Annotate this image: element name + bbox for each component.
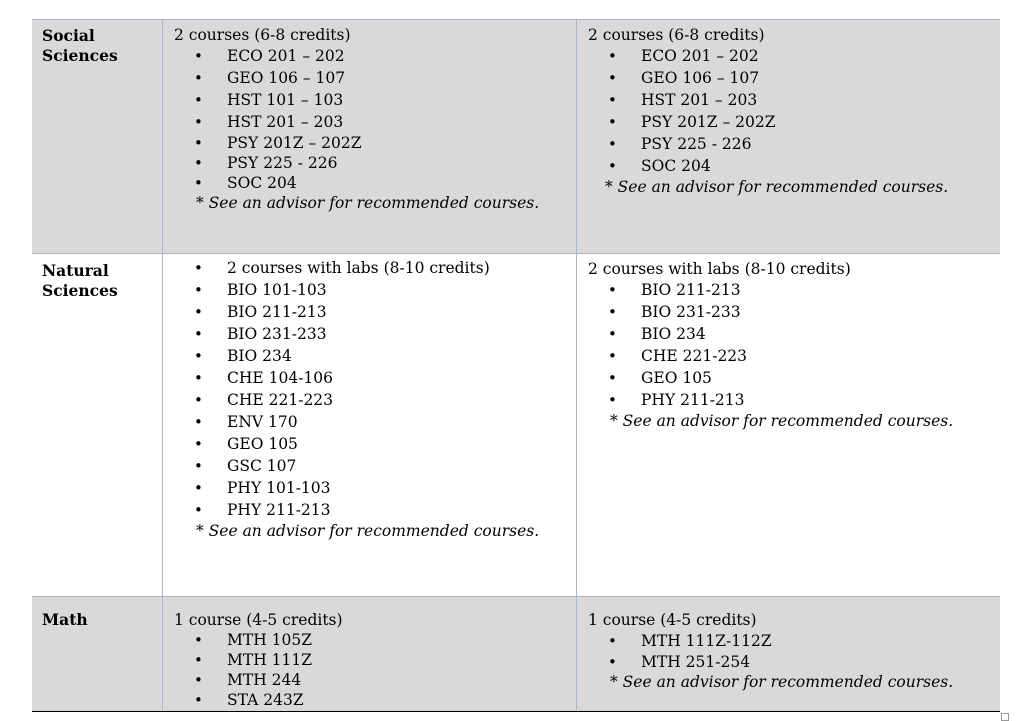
right-requirements [588, 611, 953, 692]
list-item: • BIO 101-103 [227, 279, 539, 301]
list-item: • PHY 211-213 [227, 499, 539, 521]
requirement-intro: 2 courses (6-8 credits) [588, 26, 765, 44]
list-item: • STA 243Z [227, 690, 343, 710]
category-label: Social Sciences [42, 26, 118, 65]
list-item: • BIO 211-213 [641, 279, 953, 301]
list-item: • PHY 101-103 [227, 477, 539, 499]
course-list [641, 279, 953, 411]
advisor-note: * See an advisor for recommended courses. [196, 194, 540, 212]
requirement-intro: 1 course (4-5 credits) [588, 611, 757, 629]
row-divider [32, 253, 1000, 254]
list-item: • BIO 234 [227, 345, 539, 367]
list-item: • HST 101 – 103 [227, 89, 539, 111]
list-item: • HST 201 – 203 [227, 111, 539, 133]
resize-handle[interactable] [1001, 713, 1009, 721]
list-item: • 2 courses with labs (8-10 credits) [227, 257, 539, 279]
list-item: • SOC 204 [227, 173, 539, 193]
row-natural-sciences [32, 254, 1000, 596]
advisor-note: * See an advisor for recommended courses. [610, 673, 954, 691]
advisor-note: * See an advisor for recommended courses. [610, 412, 954, 430]
list-item: • CHE 221-223 [227, 389, 539, 411]
list-item: • PSY 201Z – 202Z [641, 111, 948, 133]
row-divider [32, 596, 1000, 597]
list-item: • GEO 106 – 107 [641, 67, 948, 89]
requirement-intro: 2 courses with labs (8-10 credits) [588, 260, 851, 278]
list-item: • BIO 231-233 [641, 301, 953, 323]
course-list [641, 630, 953, 672]
list-item: • ENV 170 [227, 411, 539, 433]
list-item: • MTH 251-254 [641, 652, 953, 672]
advisor-note: * See an advisor for recommended courses. [605, 178, 949, 196]
category-label: Natural Sciences [42, 261, 118, 300]
requirement-intro: 1 course (4-5 credits) [174, 611, 343, 629]
list-item: • ECO 201 – 202 [641, 45, 948, 67]
list-item: • PSY 225 - 226 [227, 153, 539, 173]
list-item: • ECO 201 – 202 [227, 45, 539, 67]
list-item: • GEO 105 [641, 367, 953, 389]
list-item: • BIO 234 [641, 323, 953, 345]
list-item: • MTH 111Z [227, 650, 343, 670]
list-item: • PSY 225 - 226 [641, 133, 948, 155]
table-top-border [32, 19, 1000, 20]
category-label: Math [42, 610, 88, 629]
row-math [32, 597, 1000, 711]
list-item: • SOC 204 [641, 155, 948, 177]
left-requirements [174, 26, 539, 213]
list-item: • GEO 105 [227, 433, 539, 455]
list-item: • CHE 221-223 [641, 345, 953, 367]
list-item: • BIO 211-213 [227, 301, 539, 323]
list-item: • HST 201 – 203 [641, 89, 948, 111]
list-item: • GEO 106 – 107 [227, 67, 539, 89]
list-item: • MTH 244 [227, 670, 343, 690]
right-requirements [588, 26, 948, 197]
list-item: • MTH 105Z [227, 630, 343, 650]
left-requirements [174, 257, 539, 541]
list-item: • PHY 211-213 [641, 389, 953, 411]
row-social-sciences [32, 20, 1000, 253]
course-list [227, 257, 539, 521]
advisor-note: * See an advisor for recommended courses. [196, 522, 540, 540]
list-item: • MTH 111Z-112Z [641, 630, 953, 652]
course-list [227, 630, 343, 710]
column-divider [162, 19, 163, 711]
requirement-intro: 2 courses (6-8 credits) [174, 26, 351, 44]
column-divider [576, 19, 577, 711]
right-requirements [588, 260, 953, 431]
left-requirements [174, 611, 343, 710]
list-item: • GSC 107 [227, 455, 539, 477]
list-item: • CHE 104-106 [227, 367, 539, 389]
list-item: • PSY 201Z – 202Z [227, 133, 539, 153]
list-item: • BIO 231-233 [227, 323, 539, 345]
course-list [227, 45, 539, 193]
page-bottom-border [32, 711, 1000, 712]
course-list [641, 45, 948, 177]
